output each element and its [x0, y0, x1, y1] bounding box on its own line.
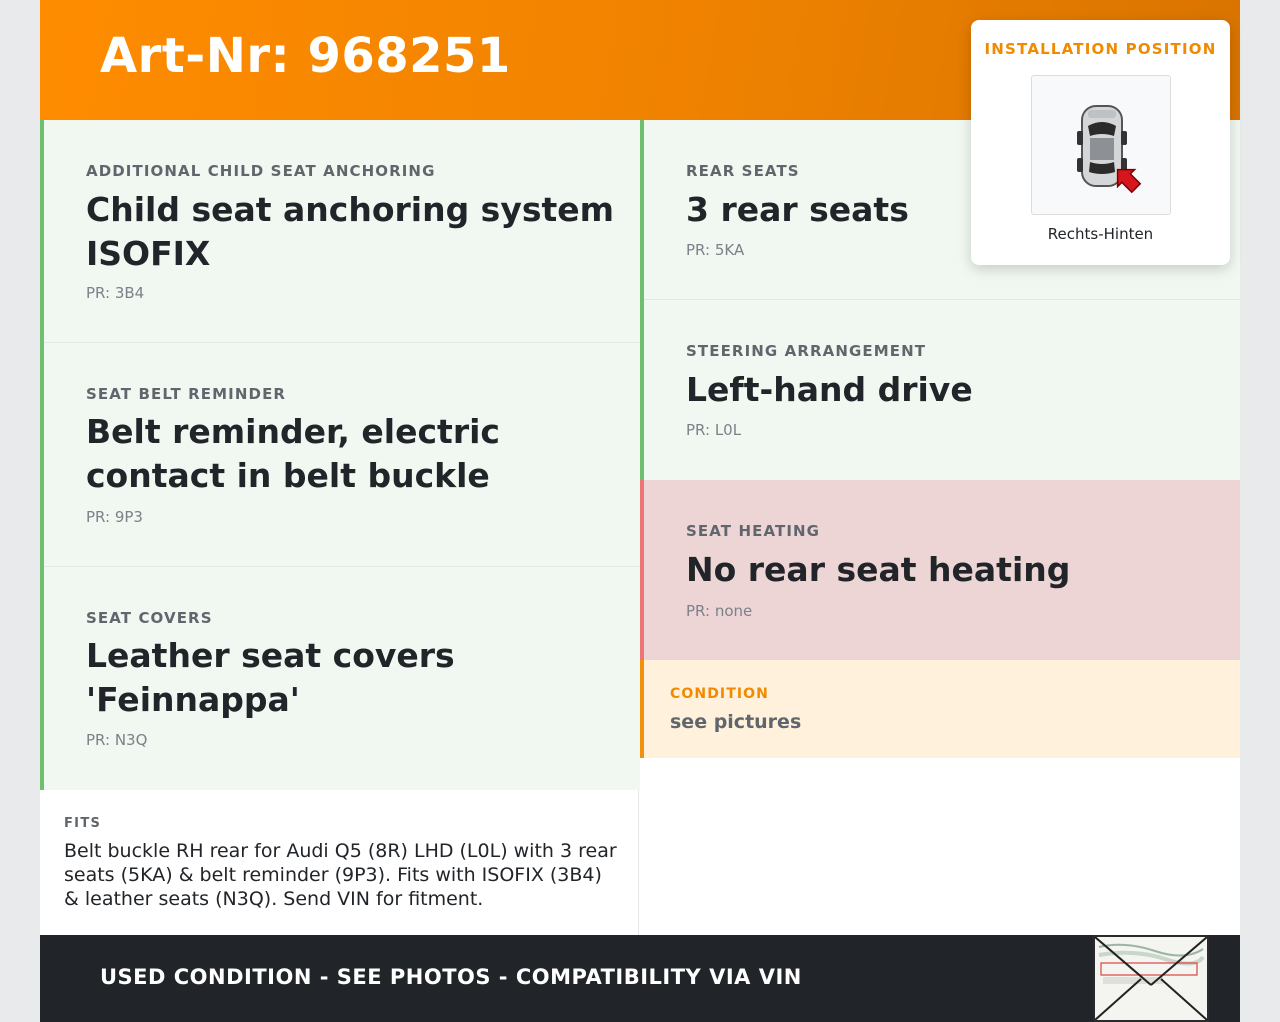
condition-label: CONDITION	[670, 686, 769, 702]
card-title: 3 rear seats	[686, 190, 909, 229]
installation-position-value: Rechts-Hinten	[1047, 225, 1154, 243]
vin-letter-icon	[1093, 935, 1209, 1022]
fits-description: Belt buckle RH rear for Audi Q5 (8R) LHD (L0L) with 3 rear seats (5KA) & belt reminder (9P3). Fits with ISOFIX (3B4) & leather seats (N3Q). Send VIN for fitment.	[64, 840, 617, 910]
card-seat-belt-reminder	[40, 343, 640, 567]
product-sheet	[40, 0, 1240, 1022]
article-number-title: Art-Nr: 968251	[100, 28, 511, 84]
card-pr-code: PR: 5KA	[686, 241, 745, 259]
card-steering-arrangement	[640, 300, 1240, 480]
footer-bar	[40, 935, 1240, 1022]
card-child-seat-anchoring	[40, 120, 640, 343]
car-position-image	[1031, 75, 1171, 215]
car-top-view-icon	[1032, 76, 1170, 214]
card-title: Left-hand drive	[686, 370, 973, 409]
card-label: SEAT BELT REMINDER	[86, 385, 287, 403]
card-title: Child seat anchoring system ISOFIX	[86, 190, 615, 273]
card-label: REAR SEATS	[686, 162, 800, 180]
condition-card	[640, 660, 1240, 758]
card-seat-heating	[640, 480, 1240, 660]
card-pr-code: PR: 9P3	[86, 508, 143, 526]
card-pr-code: PR: N3Q	[86, 731, 148, 749]
card-label: STEERING ARRANGEMENT	[686, 342, 927, 360]
card-title: Belt reminder, electric contact in belt buckle	[86, 412, 500, 495]
card-pr-code: PR: none	[686, 602, 753, 620]
installation-position-card	[971, 20, 1230, 265]
card-label: SEAT HEATING	[686, 522, 821, 540]
card-label: SEAT COVERS	[86, 609, 213, 627]
condition-value: see pictures	[670, 711, 802, 733]
envelope-icon	[1095, 937, 1207, 1020]
card-seat-covers	[40, 567, 640, 790]
footer-notice: USED CONDITION - SEE PHOTOS - COMPATIBILITY VIA VIN	[100, 965, 802, 989]
card-label: ADDITIONAL CHILD SEAT ANCHORING	[86, 162, 436, 180]
card-title: Leather seat covers 'Feinnappa'	[86, 636, 455, 719]
card-title: No rear seat heating	[686, 550, 1071, 589]
card-pr-code: PR: 3B4	[86, 284, 145, 302]
installation-position-label: INSTALLATION POSITION	[984, 40, 1217, 58]
fits-label: FITS	[64, 816, 102, 831]
fits-section	[40, 790, 639, 935]
card-pr-code: PR: L0L	[686, 421, 742, 439]
